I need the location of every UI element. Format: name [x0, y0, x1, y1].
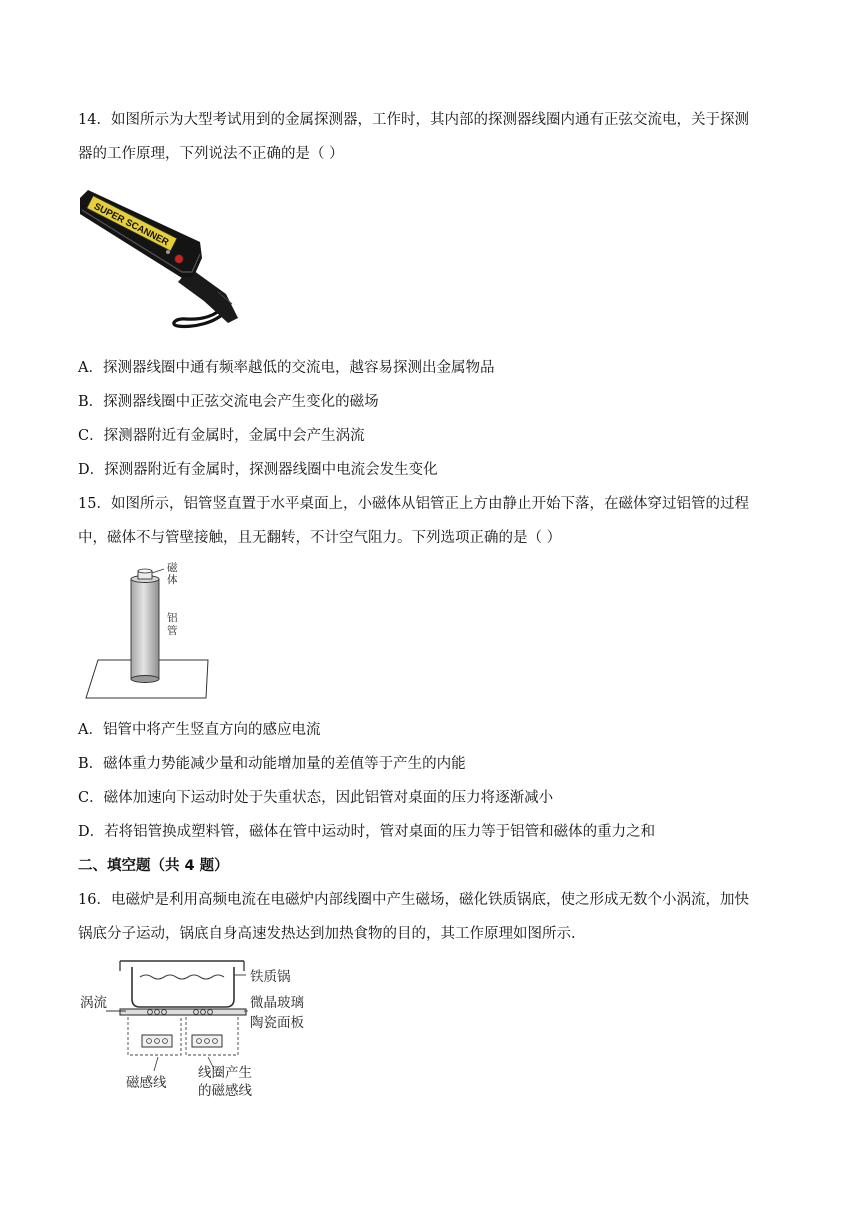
q14-option-b: B．探测器线圈中正弦交流电会产生变化的磁场 [78, 394, 379, 410]
aluminum-tube-figure [84, 560, 214, 702]
scanner-brand-text: SUPER SCANNER [92, 201, 171, 249]
induction-cooker-figure [80, 955, 350, 1105]
q16-stem-line1: 16．电磁炉是利用高频电流在电磁炉内部线圈中产生磁场，磁化铁质锅底，使之形成无数个小涡流，加快 [78, 892, 749, 908]
pot-label: 铁质锅 [250, 969, 291, 985]
field-label: 磁感线 [126, 1075, 167, 1091]
q16-stem-line2: 锅底分子运动，锅底自身高速发热达到加热食物的目的，其工作原理如图所示. [78, 926, 576, 942]
q15-option-a: A．铝管中将产生竖直方向的感应电流 [78, 722, 321, 738]
magnet-label: 磁体 [167, 562, 178, 586]
section-title: 二、填空题（共 4 题） [78, 858, 229, 874]
q15-stem-line2: 中，磁体不与管壁接触，且无翻转，不计空气阻力。下列选项正确的是（ ） [78, 530, 562, 546]
tube-label: 铝管 [167, 612, 178, 637]
coil-label-2: 的磁感线 [198, 1083, 252, 1099]
q15-stem-line1: 15．如图所示，铝管竖直置于水平桌面上，小磁体从铝管正上方由静止开始下落，在磁体穿过铝管的过程 [78, 496, 749, 512]
glass-label-1: 微晶玻璃 [250, 995, 304, 1011]
coil-label-1: 线圈产生 [198, 1065, 252, 1081]
q14-option-c: C．探测器附近有金属时，金属中会产生涡流 [78, 428, 365, 444]
q15-option-d: D．若将铝管换成塑料管，磁体在管中运动时，管对桌面的压力等于铝管和磁体的重力之和 [78, 824, 656, 840]
q14-option-d: D．探测器附近有金属时，探测器线圈中电流会发生变化 [78, 462, 438, 478]
glass-label-2: 陶瓷面板 [250, 1015, 304, 1031]
q14-option-a: A．探测器线圈中通有频率越低的交流电，越容易探测出金属物品 [78, 360, 495, 376]
metal-detector-figure [78, 186, 248, 336]
q14-stem-line2: 器的工作原理，下列说法不正确的是（ ） [78, 146, 344, 162]
eddy-label: 涡流 [80, 995, 107, 1011]
q15-option-b: B．磁体重力势能减少量和动能增加量的差值等于产生的内能 [78, 756, 466, 772]
q14-stem-line1: 14．如图所示为大型考试用到的金属探测器，工作时，其内部的探测器线圈内通有正弦交流电，关于探测 [78, 112, 749, 128]
q15-option-c: C．磁体加速向下运动时处于失重状态，因此铝管对桌面的压力将逐渐减小 [78, 790, 554, 806]
